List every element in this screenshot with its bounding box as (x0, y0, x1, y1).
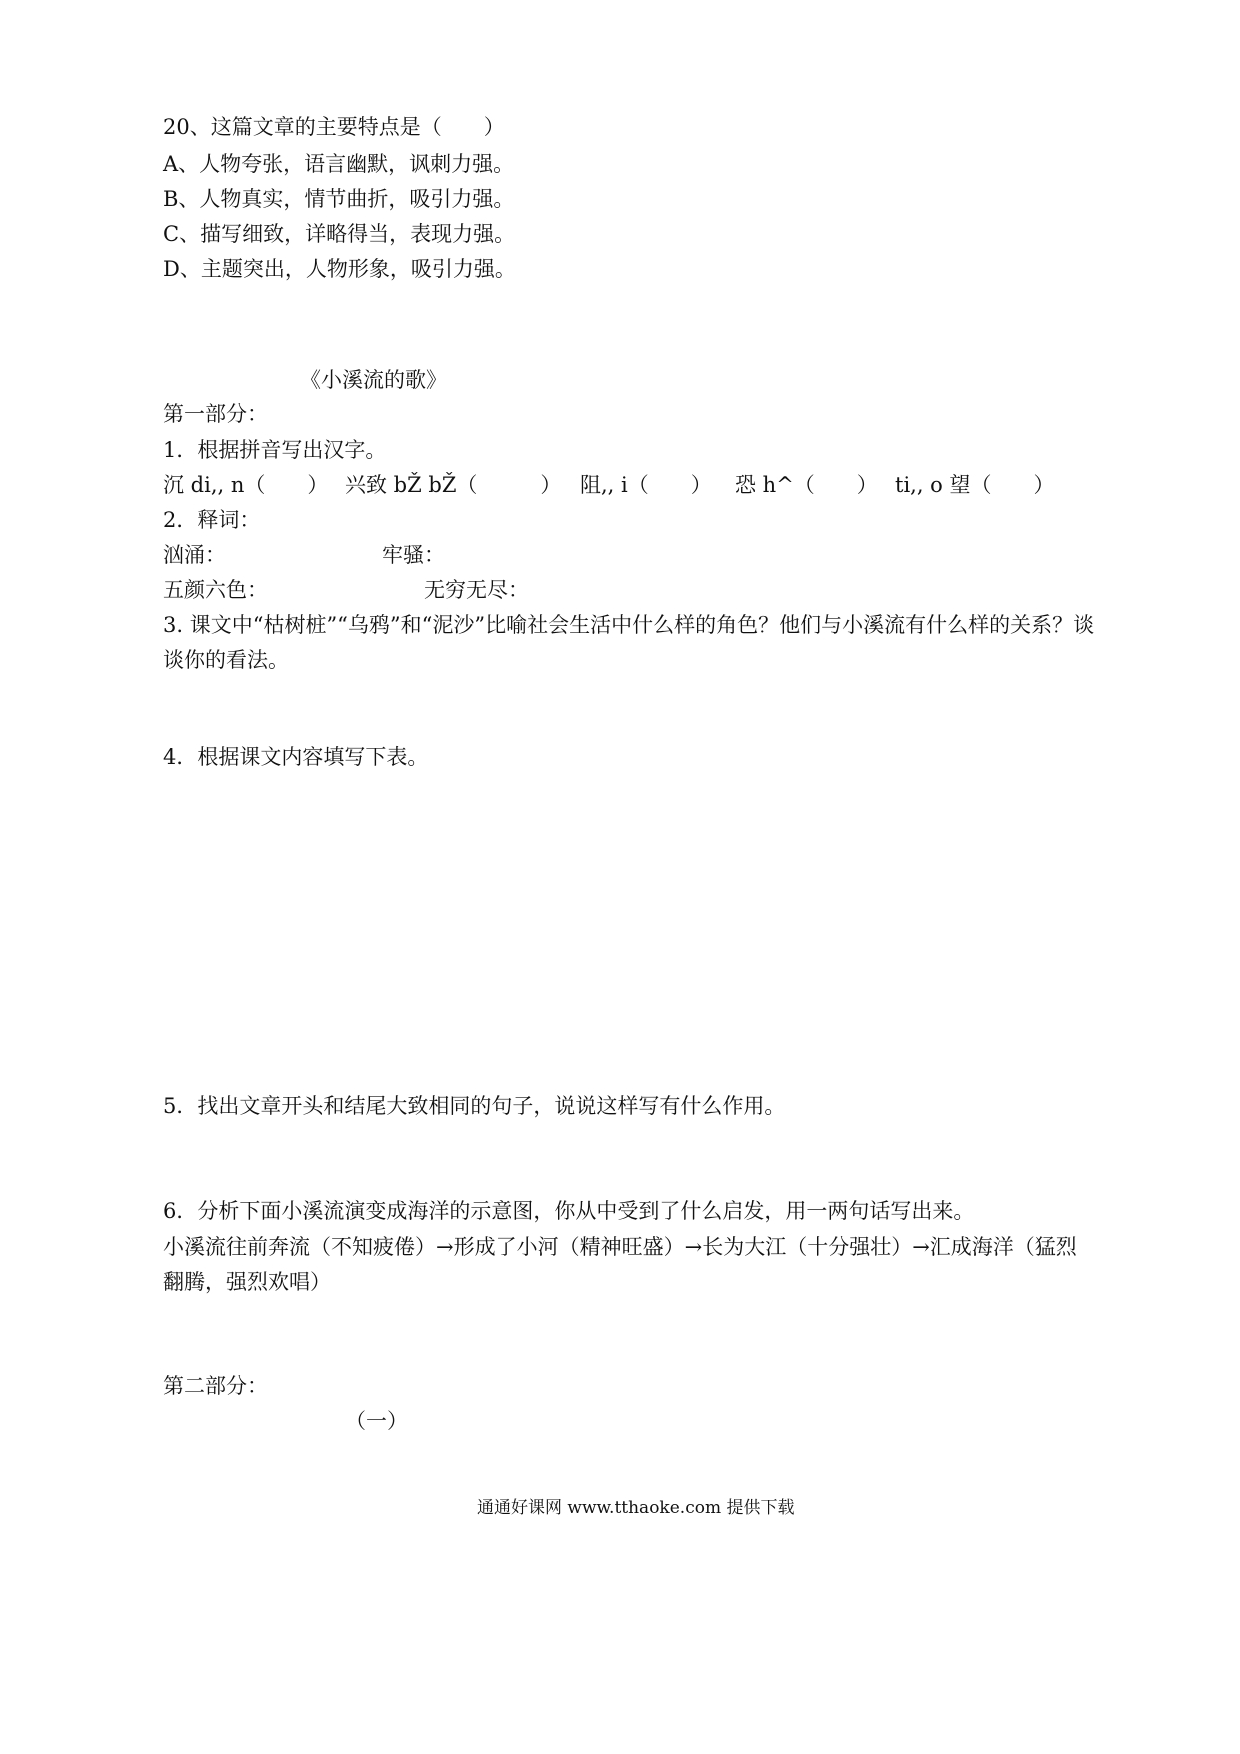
part-two-label: 第二部分： (163, 1374, 268, 1398)
pinyin-item-2: 兴致 bŽ bŽ（ ） (345, 473, 562, 497)
question-20-stem: 20、这篇文章的主要特点是（ ） (163, 115, 505, 139)
question-6-diagram-line-1: 小溪流往前奔流（不知疲倦）→形成了小河（精神旺盛）→长为大江（十分强壮）→汇成海洋（猛烈 (163, 1235, 1077, 1259)
term-2: 牢骚： (382, 543, 445, 567)
question-5: 5．找出文章开头和结尾大致相同的句子，说说这样写有什么作用。 (163, 1094, 786, 1118)
part-one-label: 第一部分： (163, 402, 268, 426)
question-2: 2．释词： (163, 508, 261, 532)
pinyin-item-1: 沉 di,, n（ ） (163, 473, 329, 497)
question-1: 1．根据拼音写出汉字。 (163, 438, 387, 462)
pinyin-item-3: 阻,, i（ ） (580, 473, 712, 497)
question-6: 6．分析下面小溪流演变成海洋的示意图，你从中受到了什么启发，用一两句话写出来。 (163, 1199, 975, 1223)
question-20-option-a: A、人物夸张，语言幽默，讽刺力强。 (163, 152, 515, 176)
question-6-diagram-line-2: 翻腾，强烈欢唱） (163, 1270, 331, 1294)
page-footer: 通通好课网 www.tthaoke.com 提供下载 (477, 1498, 795, 1518)
question-20-option-d: D、主题突出，人物形象，吸引力强。 (163, 257, 516, 281)
article-title: 《小溪流的歌》 (300, 368, 447, 392)
question-20-option-c: C、描写细致，详略得当，表现力强。 (163, 222, 516, 246)
term-3: 五颜六色： (163, 578, 268, 602)
question-3-line-2: 谈你的看法。 (163, 648, 289, 672)
section-one-heading: （一） (345, 1409, 408, 1433)
pinyin-item-5: ti,, o 望（ ） (895, 473, 1055, 497)
term-4: 无穷无尽： (424, 578, 529, 602)
question-20-option-b: B、人物真实，情节曲折，吸引力强。 (163, 187, 515, 211)
term-1: 汹涌： (163, 543, 226, 567)
pinyin-item-4: 恐 h^（ ） (735, 473, 878, 497)
question-3-line-1: 3. 课文中“枯树桩”“乌鸦”和“泥沙”比喻社会生活中什么样的角色？他们与小溪流有什么样的关系？谈 (163, 613, 1095, 637)
question-4: 4．根据课文内容填写下表。 (163, 745, 429, 769)
